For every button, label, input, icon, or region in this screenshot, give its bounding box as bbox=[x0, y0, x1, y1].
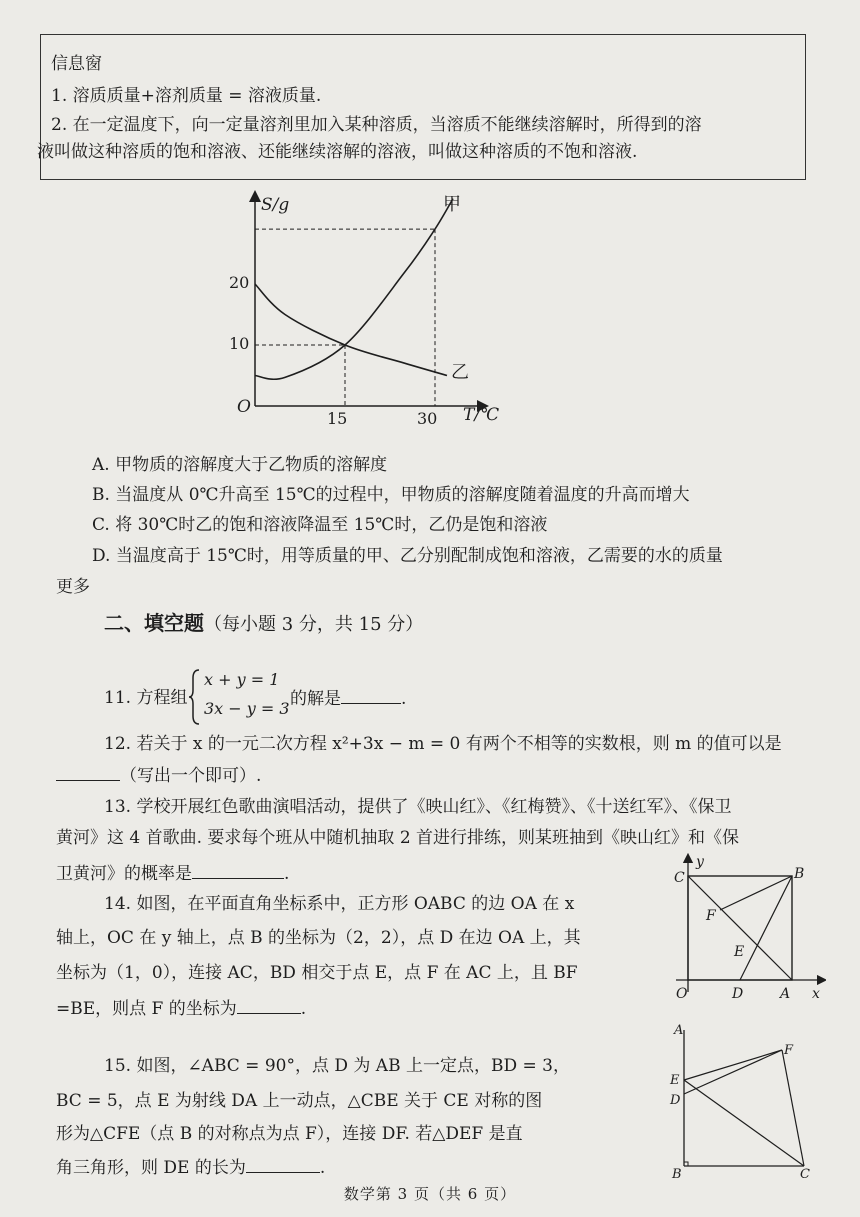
q11-end: . bbox=[401, 689, 407, 709]
q15-label-D: D bbox=[670, 1093, 681, 1108]
q15-line3: 形为△CFE（点 B 的对称点为点 F），连接 DF. 若△DEF 是直 bbox=[56, 1124, 523, 1144]
q13-answer-blank[interactable] bbox=[192, 862, 284, 879]
q14-end: . bbox=[300, 999, 307, 1019]
q15-line4 bbox=[56, 1156, 325, 1179]
q14-line3: 坐标为（1，0），连接 AC，BD 相交于点 E，点 F 在 AC 上，且 BF bbox=[56, 963, 578, 983]
q15-label-B: B bbox=[672, 1167, 682, 1182]
info-item-1: 1. 溶质质量+溶剂质量 = 溶液质量. bbox=[51, 86, 322, 106]
section-title: 二、填空题 bbox=[104, 611, 204, 635]
info-item-2b: 液叫做这种溶质的饱和溶液、还能继续溶解的溶液，叫做这种溶质的不饱和溶液. bbox=[37, 142, 638, 162]
q14-line4 bbox=[56, 997, 306, 1020]
q13-line2: 黄河》这 4 首歌曲. 要求每个班从中随机抽取 2 首进行排练，则某班抽到《映山红》和《保 bbox=[56, 828, 740, 848]
option-b: B. 当温度从 0℃升高至 15℃的过程中，甲物质的溶解度随着温度的升高而增大 bbox=[92, 485, 690, 505]
x-axis-label: T/℃ bbox=[463, 405, 500, 425]
q15-label-C: C bbox=[800, 1167, 810, 1182]
y-tick-10: 10 bbox=[229, 334, 250, 353]
q11-eq2: 3x − y = 3 bbox=[204, 699, 290, 718]
q14-label-D: D bbox=[732, 986, 744, 1002]
curve-label-yi: 乙 bbox=[451, 362, 469, 383]
q14-line2: 轴上，OC 在 y 轴上，点 B 的坐标为（2，2），点 D 在边 OA 上，其 bbox=[56, 928, 581, 948]
curve-label-jia: 甲 bbox=[443, 194, 461, 215]
info-item-2a: 2. 在一定温度下，向一定量溶剂里加入某种溶质，当溶质不能继续溶解时，所得到的溶 bbox=[51, 115, 702, 135]
section-heading bbox=[104, 610, 423, 638]
q13-end: . bbox=[284, 864, 290, 884]
q14-line1: 14. 如图，在平面直角坐标系中，正方形 OABC 的边 OA 在 x bbox=[104, 894, 575, 914]
section-subtitle: （每小题 3 分，共 15 分） bbox=[204, 614, 424, 635]
q15-label-F: F bbox=[784, 1043, 794, 1058]
q12-answer-blank[interactable] bbox=[56, 764, 120, 781]
x-tick-30: 30 bbox=[417, 409, 438, 428]
curve-jia bbox=[255, 199, 453, 380]
q14-label-A: A bbox=[780, 986, 791, 1002]
q15-label-E: E bbox=[670, 1073, 680, 1088]
q11-suffix bbox=[290, 687, 406, 710]
q14-label-B: B bbox=[794, 866, 805, 882]
q12-line2-text: （写出一个即可）. bbox=[120, 766, 262, 786]
q14-label-x: x bbox=[812, 986, 820, 1002]
q15-label-A: A bbox=[674, 1023, 684, 1038]
q14-label-C: C bbox=[674, 870, 685, 886]
q15-figure bbox=[664, 1016, 824, 1186]
page-footer: 数学第 3 页（共 6 页） bbox=[343, 1185, 517, 1203]
info-window bbox=[37, 34, 806, 180]
origin-label: O bbox=[237, 397, 251, 417]
q15-line2: BC = 5，点 E 为射线 DA 上一动点，△CBE 关于 CE 对称的图 bbox=[56, 1091, 543, 1111]
q15-end: . bbox=[319, 1158, 326, 1178]
option-d-line2: 更多 bbox=[56, 577, 90, 597]
q14-label-E: E bbox=[734, 944, 745, 960]
q13-line3-text: 卫黄河》的概率是 bbox=[56, 864, 192, 884]
q12-line1: 12. 若关于 x 的一元二次方程 x²+3x − m = 0 有两个不相等的实数根，则 m 的值可以是 bbox=[104, 734, 782, 754]
q14-answer-blank[interactable] bbox=[237, 997, 301, 1014]
q15-line4-text: 角三角形，则 DE 的长为 bbox=[56, 1158, 246, 1178]
q11-answer-blank[interactable] bbox=[341, 687, 401, 704]
solubility-graph bbox=[215, 188, 515, 428]
q14-line4-text: =BE，则点 F 的坐标为 bbox=[56, 999, 237, 1019]
x-tick-15: 15 bbox=[327, 409, 348, 428]
y-axis-label: S/g bbox=[261, 195, 290, 215]
q14-label-y: y bbox=[696, 854, 704, 870]
q13-line1: 13. 学校开展红色歌曲演唱活动，提供了《映山红》、《红梅赞》、《十送红军》、《保卫 bbox=[104, 797, 732, 817]
q11-eq1: x + y = 1 bbox=[204, 670, 280, 689]
q11-suffix-text: 的解是 bbox=[290, 689, 341, 709]
q14-label-F: F bbox=[706, 908, 716, 924]
q11-prefix: 11. 方程组 bbox=[104, 688, 188, 708]
q14-figure bbox=[666, 852, 826, 1002]
option-c: C. 将 30℃时乙的饱和溶液降温至 15℃时，乙仍是饱和溶液 bbox=[92, 515, 548, 535]
option-d-line1: D. 当温度高于 15℃时，用等质量的甲、乙分别配制成饱和溶液，乙需要的水的质量 bbox=[92, 546, 723, 566]
curve-yi bbox=[255, 284, 447, 376]
info-window-title: 信息窗 bbox=[51, 54, 102, 74]
q15-line1: 15. 如图，∠ABC = 90°，点 D 为 AB 上一定点，BD = 3， bbox=[104, 1056, 570, 1076]
q13-line3 bbox=[56, 862, 289, 885]
q14-label-O: O bbox=[676, 986, 688, 1002]
y-tick-20: 20 bbox=[229, 273, 250, 292]
q15-answer-blank[interactable] bbox=[246, 1156, 320, 1173]
q11-brace bbox=[188, 668, 202, 726]
option-a: A. 甲物质的溶解度大于乙物质的溶解度 bbox=[92, 455, 388, 475]
q12-line2 bbox=[56, 764, 261, 787]
